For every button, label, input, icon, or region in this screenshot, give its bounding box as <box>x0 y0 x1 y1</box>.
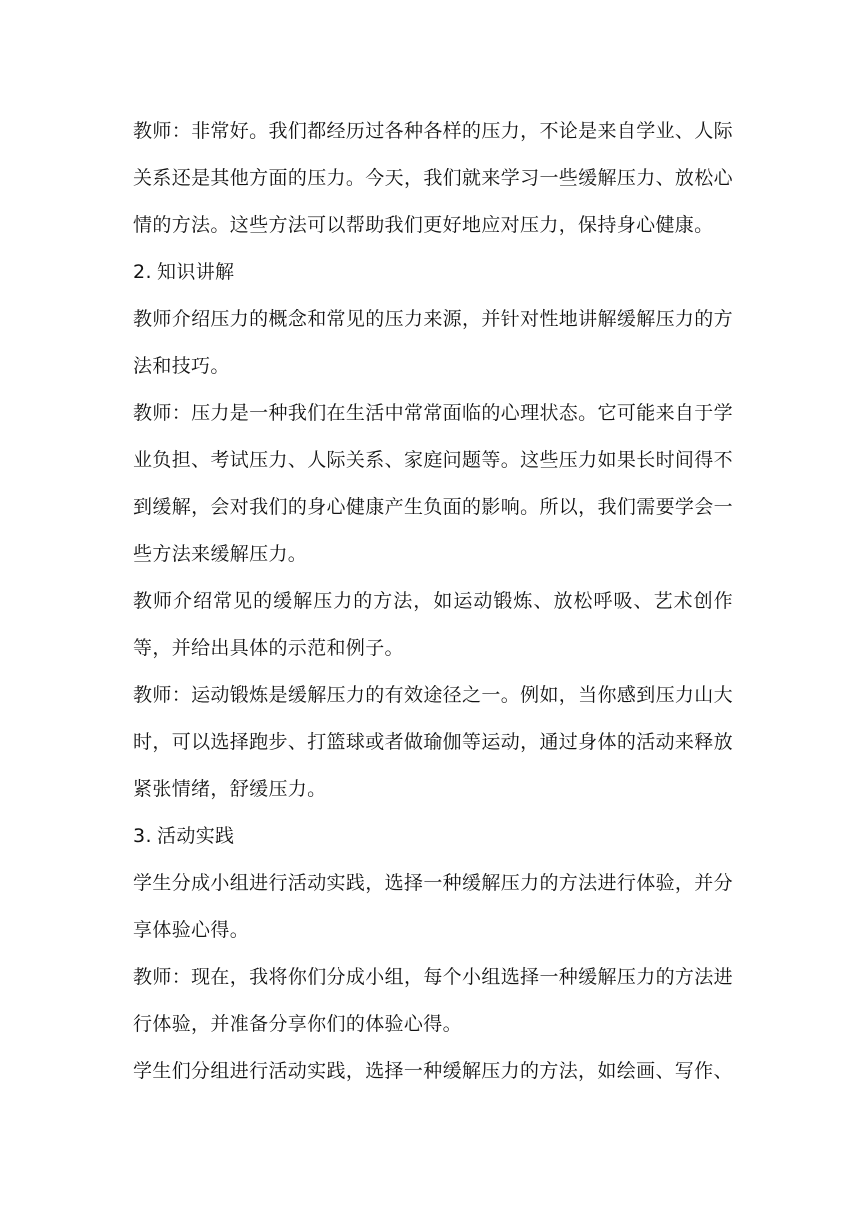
teacher-stress-concept-paragraph: 教师：压力是一种我们在生活中常常面临的心理状态。它可能来自于学业负担、考试压力、人际关系、家庭问题等。这些压力如果长时间得不到缓解，会对我们的身心健康产生负面的影响。所以，我们需要学会一些方法来缓解压力。 <box>133 402 733 565</box>
section-heading-knowledge <box>133 249 733 296</box>
teacher-grouping-paragraph: 教师：现在，我将你们分成小组，每个小组选择一种缓解压力的方法进行体验，并准备分享你们的体验心得。 <box>133 966 733 1035</box>
section-heading-practice <box>133 813 733 860</box>
teacher-exercise-paragraph: 教师：运动锻炼是缓解压力的有效途径之一。例如，当你感到压力山大时，可以选择跑步、打篮球或者做瑜伽等运动，通过身体的活动来释放紧张情绪，舒缓压力。 <box>133 684 733 800</box>
knowledge-description-paragraph: 教师介绍压力的概念和常见的压力来源，并针对性地讲解缓解压力的方法和技巧。 <box>133 308 733 377</box>
students-practice-paragraph: 学生们分组进行活动实践，选择一种缓解压力的方法，如绘画、写作、 <box>133 1060 733 1082</box>
section-number: 2. <box>133 261 152 283</box>
practice-description-paragraph: 学生分成小组进行活动实践，选择一种缓解压力的方法进行体验，并分享体验心得。 <box>133 872 733 941</box>
section-title: 活动实践 <box>157 825 235 847</box>
section-title: 知识讲解 <box>157 261 235 283</box>
document-body <box>133 108 733 1095</box>
section-number: 3. <box>133 825 152 847</box>
teacher-intro-paragraph: 教师：非常好。我们都经历过各种各样的压力，不论是来自学业、人际关系还是其他方面的压力。今天，我们就来学习一些缓解压力、放松心情的方法。这些方法可以帮助我们更好地应对压力，保持身心健康。 <box>133 120 733 236</box>
methods-description-paragraph: 教师介绍常见的缓解压力的方法，如运动锻炼、放松呼吸、艺术创作等，并给出具体的示范和例子。 <box>133 590 733 659</box>
